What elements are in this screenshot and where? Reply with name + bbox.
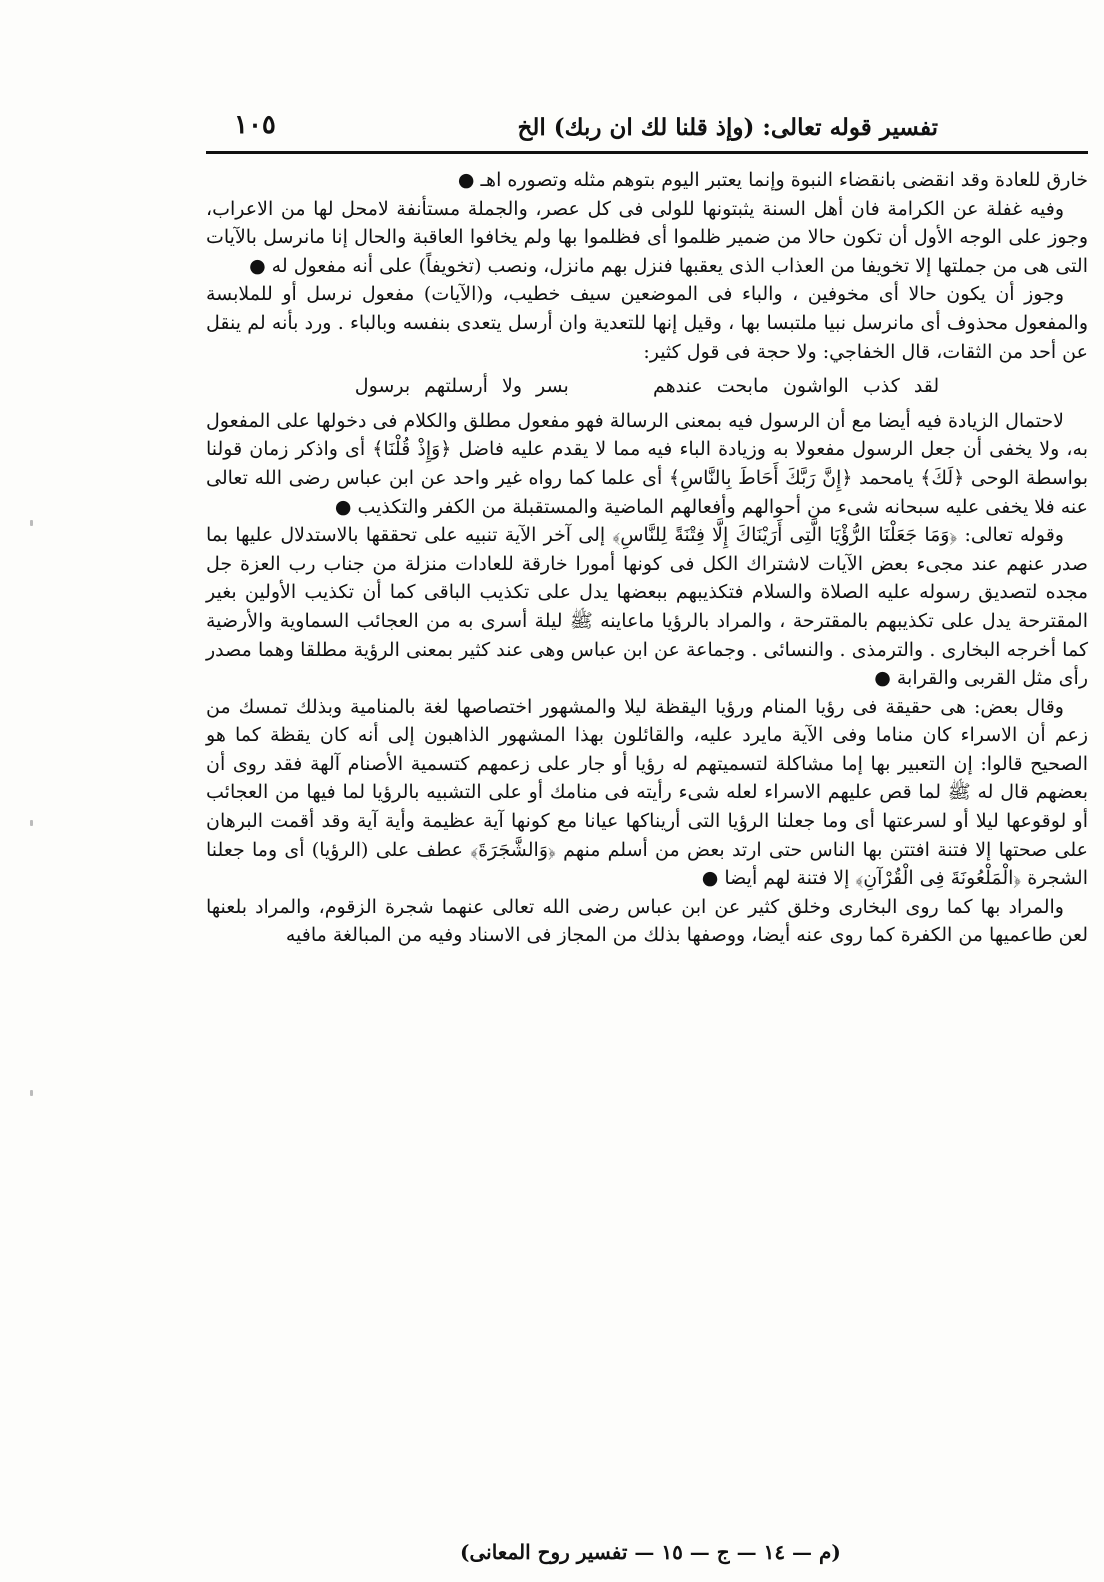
running-title: تفسير قوله تعالى: (وإذ قلنا لك ان ربك) الخ	[517, 114, 938, 141]
paragraph: وقال بعض: هى حقيقة فى رؤيا المنام ورؤيا اليقظة ليلا والمشهور اختصاصها لغة بالمنامية وبذلك تمسك من زعم أن الاسراء كان مناما وفى الآية مايرد عليه، والقائلون بهذا المشهور الذاهبون إلى أنه كان يقظة كما هو الصحيح قالوا: إن التعبير بها إما مشاكلة لتسميتهم له رؤيا أو جار على زعمهم كتسمية الأصنام آلهة فقد روى أن بعضهم قال له ﷺ لما قص عليهم الاسراء لعله شىء رأيته فى منامك أو على التشبيه بالرؤيا لما فيها من العجائب أو لوقوعها ليلا أو لسرعتها أى وما جعلنا الرؤيا التى أريناكها عيانا مع كونها آية عظيمة وأية آية وقد أقمت البرهان على صحتها إلا فتنة افتتن بها الناس حتى ارتد بعض من أسلم منهم ﴿وَالشَّجَرَةَ﴾ عطف على (الرؤيا) أى وما جعلنا الشجرة ﴿الْمَلْعُونَةَ فِى الْقُرْآنِ﴾ إلا فتنة لهم أيضا ●	[206, 695, 1088, 890]
margin-speck	[30, 520, 33, 526]
paragraph: لاحتمال الزيادة فيه أيضا مع أن الرسول فيه بمعنى الرسالة فهو مفعول مطلق والكلام فى دخولها على المفعول به، ولا يخفى أن جعل الرسول مفعولا به وزيادة الباء فيه مما لا يقدم عليه فاضل ﴿وَإِذْ قُلْنَا﴾ أى واذكر زمان قولنا بواسطة الوحى ﴿لَكَ﴾ يامحمد ﴿إِنَّ رَبَّكَ أَحَاطَ بِالنَّاسِ﴾ أى علما كما رواه غير واحد عن ابن عباس رضى الله تعالى عنه فلا يخفى عليه سبحانه شىء من أحوالهم وأفعالهم الماضية والمستقبلة من الكفر والتكذيب ●	[206, 409, 1088, 518]
poetry-verse	[206, 372, 1088, 401]
paragraph-continued: خارق للعادة وقد انقضى بانقضاء النبوة وإنما يعتبر اليوم بتوهم مثله وتصوره اهـ ●	[457, 169, 1088, 191]
page-header	[206, 108, 1088, 156]
header-rule	[206, 151, 1088, 154]
margin-speck	[30, 820, 33, 826]
page-number: ١٠٥	[234, 110, 276, 140]
main-text	[206, 166, 1088, 950]
paragraph: والمراد بها كما روى البخارى وخلق كثير عن ابن عباس رضى الله تعالى عنهما شجرة الزقوم، والمراد بلعنها لعن طاعميها من الكفرة كما روى عنه أيضا، ووصفها بذلك من المجاز فى الاسناد وفيه من المبالغة مافيه	[206, 895, 1088, 947]
paragraph: وفيه غفلة عن الكرامة فان أهل السنة يثبتونها للولى فى كل عصر، والجملة مستأنفة لامحل لها من الاعراب، وجوز على الوجه الأول أن تكون حالا من ضمير ظلموا أى فظلموا بها ولم يخافوا العاقبة والحال إنا مانرسل بالآيات التى هى من جملتها إلا تخويفا من العذاب الذى يعقبها فنزل بهم مانزل، ونصب (تخويفاً) على أنه مفعول له ●	[206, 197, 1088, 277]
margin-speck	[30, 1090, 33, 1096]
verse-second-hemistich: بسر ولا أرسلتهم برسول	[354, 375, 569, 398]
paragraph: وقوله تعالى: ﴿وَمَا جَعَلْنَا الرُّؤْيَا الَّتِى أَرَيْنَاكَ إِلَّا فِتْنَةً لِلنَّاسِ﴾ إلى آخر الآية تنبيه على تحققها بالاستدلال عليها بما صدر عنهم عند مجىء بعض الآيات لاشتراك الكل فى كونها أمورا خارقة للعادات منزلة من جناب رب العزة جل مجده لتصديق رسوله عليه الصلاة والسلام فتكذيبهم ببعضها يدل على تكذيب الباقى كما أن تكذيب الأولين بغير المقترحة يدل على تكذيبهم بالمقترحة ، والمراد بالرؤيا ماعاينه ﷺ ليلة أسرى به من العجائب السماوية والأرضية كما أخرجه البخارى . والترمذى . والنسائى . وجماعة عن ابن عباس وهى عند كثير بمعنى الرؤية مطلقا وهما مصدر رأى مثل القربى والقرابة ●	[206, 524, 1088, 690]
paragraph: وجوز أن يكون حالا أى مخوفين ، والباء فى الموضعين سيف خطيب، و(الآيات) مفعول نرسل أو للملابسة والمفعول محذوف أى مانرسل نبيا ملتبسا بها ، وقيل إنها للتعدية وان أرسل يتعدى بنفسه وبالباء . ورد بأنه لم ينقل عن أحد من الثقات، قال الخفاجي: ولا حجة فى قول كثير:	[206, 283, 1088, 363]
verse-first-hemistich: لقد كذب الواشون مابحت عندهم	[653, 375, 940, 398]
footer-signature: (م — ١٤ — ج — ١٥ — تفسير روح المعانى)	[460, 1540, 841, 1564]
